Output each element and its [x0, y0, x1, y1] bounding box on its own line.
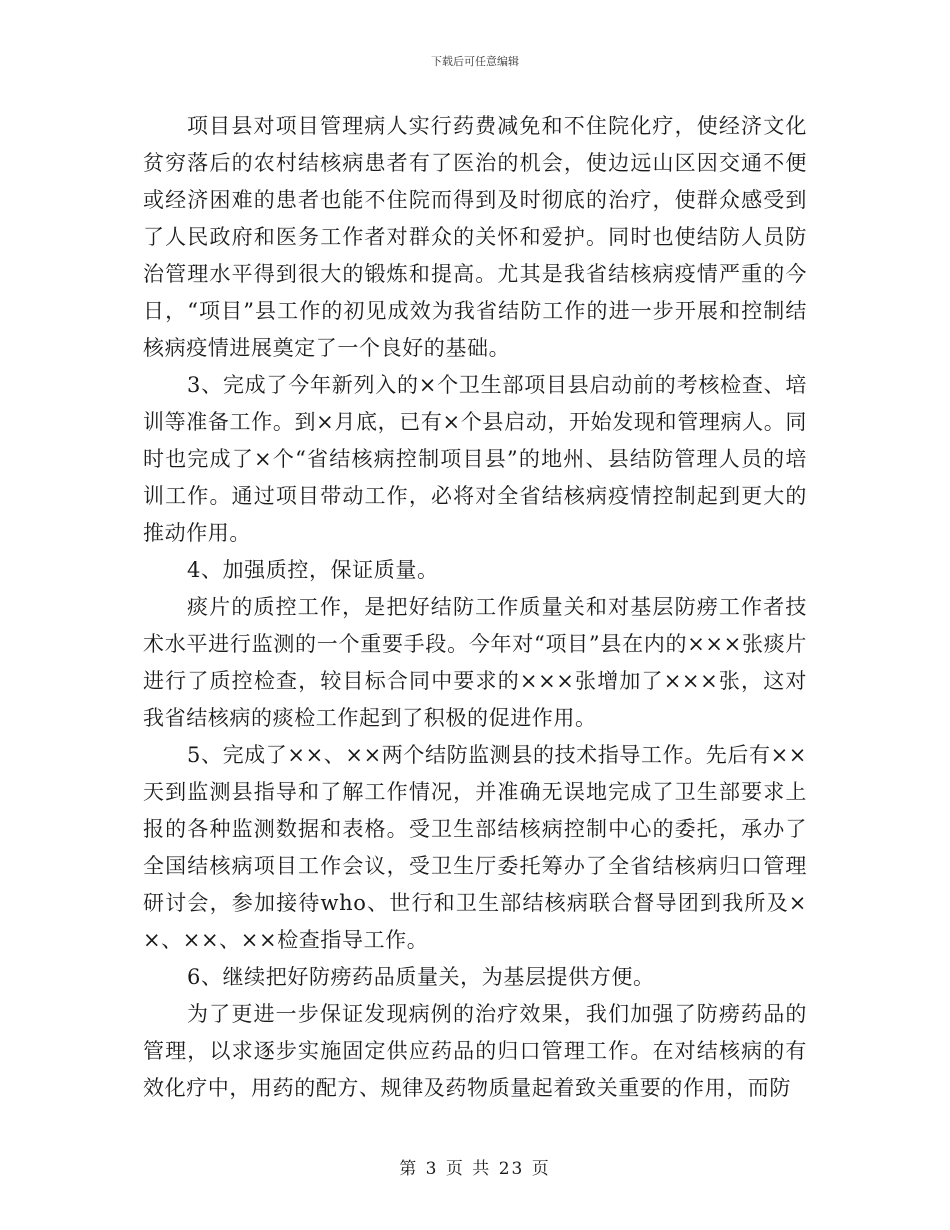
paragraph: 项目县对项目管理病人实行药费减免和不住院化疗，使经济文化贫穷落后的农村结核病患者有了医治的机会，使边远山区因交通不便或经济困难的患者也能不住院而得到及时彻底的治疗，使群众感受到了人民政府和医务工作者对群众的关怀和爱护。同时也使结防人员防治管理水平得到很大的锻炼和提高。尤其是我省结核病疫情严重的今日，“项目”县工作的初见成效为我省结防工作的进一步开展和控制结核病疫情进展奠定了一个良好的基础。: [143, 114, 807, 360]
paragraph: 为了更进一步保证发现病例的治疗效果，我们加强了防痨药品的管理，以求逐步实施固定供应药品的归口管理工作。在对结核病的有效化疗中，用药的配方、规律及药物质量起着致关重要的作用，而防: [143, 1002, 807, 1100]
paragraph: 4、加强质控，保证质量。: [187, 558, 439, 582]
paragraph: 痰片的质控工作，是把好结防工作质量关和对基层防痨工作者技术水平进行监测的一个重要手段。今年对“项目”县在内的×××张痰片进行了质控检查，较目标合同中要求的×××张增加了×××张，这对我省结核病的痰检工作起到了积极的促进作用。: [143, 595, 807, 730]
paragraph: 6、继续把好防痨药品质量关，为基层提供方便。: [187, 965, 655, 989]
paragraph: 3、完成了今年新列入的×个卫生部项目县启动前的考核检查、培训等准备工作。到×月底，已有×个县启动，开始发现和管理病人。同时也完成了×个“省结核病控制项目县”的地州、县结防管理人员的培训工作。通过项目带动工作，必将对全省结核病疫情控制起到更大的推动作用。: [143, 373, 807, 545]
page-footer: 第 3 页 共 23 页: [399, 1159, 551, 1179]
document-body: [143, 108, 807, 1107]
paragraph: 5、完成了××、××两个结防监测县的技术指导工作。先后有××天到监测县指导和了解工作情况，并准确无误地完成了卫生部要求上报的各种监测数据和表格。受卫生部结核病控制中心的委托，承办了全国结核病项目工作会议，受卫生厅委托筹办了全省结核病归口管理研讨会，参加接待who、世行和卫生部结核病联合督导团到我所及××、××、××检查指导工作。: [143, 743, 807, 952]
page-header: 下载后可任意编辑: [431, 55, 519, 68]
